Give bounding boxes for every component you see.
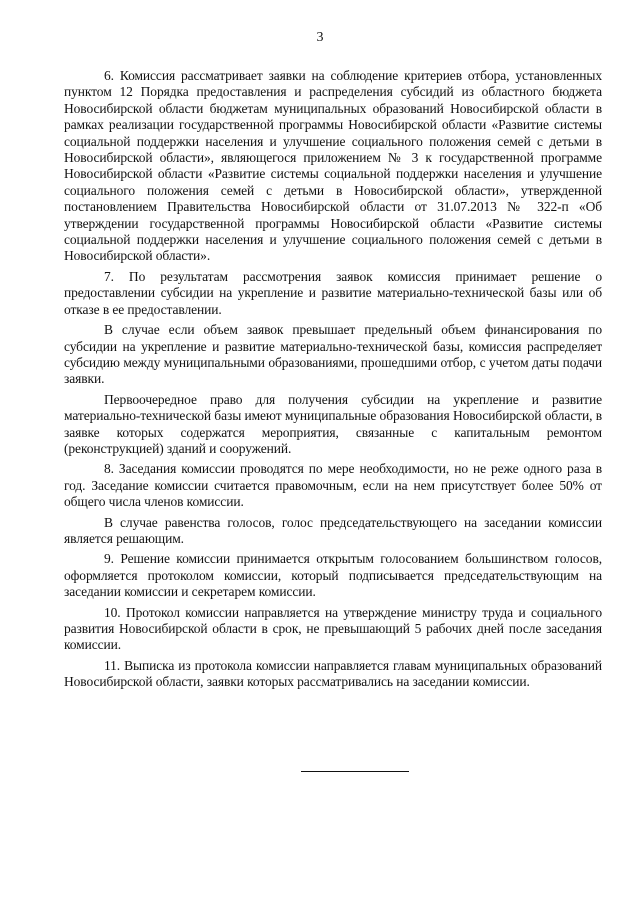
paragraph-priority-right: Первоочередное право для получения субсидии на укрепление и развитие материально-технической базы имеют муниципальные образования Новосибирской области, в заявке которых содержатся мероприятия, связанные с капитальным ремонтом (реконструкцией) зданий и сооружений.: [64, 391, 602, 456]
paragraph-item-7: 7. По результатам рассмотрения заявок комиссия принимает решение о предоставлении субсидии на укрепление и развитие материально-технической базы или об отказе в ее предоставлении.: [64, 268, 602, 317]
paragraph-item-6: 6. Комиссия рассматривает заявки на соблюдение критериев отбора, установленных пунктом 12 Порядка предоставления и распределения субсидий из областного бюджета Новосибирской области бюджетам муниципальных образований Новосибирской области в рамках реализации государственной программы Новосибирской области «Развитие системы социальной поддержки населения и улучшение социального положения семей с детьми в Новосибирской области», являющегося приложением № 3 к государственной программе Новосибирской области «Развитие системы социальной поддержки населения и улучшение социального положения семей с детьми в Новосибирской области», утвержденной постановлением Правительства Новосибирской области от 31.07.2013 № 322-п «Об утверждении государственной программы Новосибирской области «Развитие системы социальной поддержки населения и улучшение социального положения семей с детьми в Новосибирской области».: [64, 68, 602, 264]
paragraph-excess-volume: В случае если объем заявок превышает предельный объем финансирования по субсидии на укрепление и развитие материально-технической базы, комиссия распределяет субсидию между муниципальными образованиями, прошедшими отбор, с учетом даты подачи заявки.: [64, 322, 602, 387]
paragraph-item-9: 9. Решение комиссии принимается открытым голосованием большинством голосов, оформляется протоколом комиссии, который подписывается председательствующим на заседании комиссии и секретарем комиссии.: [64, 551, 602, 600]
paragraph-item-8: 8. Заседания комиссии проводятся по мере необходимости, но не реже одного раза в год. Заседание комиссии считается правомочным, если на нем присутствует более 50% от общего числа членов комиссии.: [64, 461, 602, 510]
closing-rule: [301, 771, 409, 772]
paragraph-item-10: 10. Протокол комиссии направляется на утверждение министру труда и социального развития Новосибирской области в срок, не превышающий 5 рабочих дней после заседания комиссии.: [64, 604, 602, 653]
paragraph-tie-vote: В случае равенства голосов, голос председательствующего на заседании комиссии является решающим.: [64, 514, 602, 546]
paragraph-item-11: 11. Выписка из протокола комиссии направляется главам муниципальных образований Новосибирской области, заявки которых рассматривались на заседании комиссии.: [64, 657, 602, 690]
page-number: 3: [316, 30, 324, 45]
document-body: [64, 68, 602, 695]
